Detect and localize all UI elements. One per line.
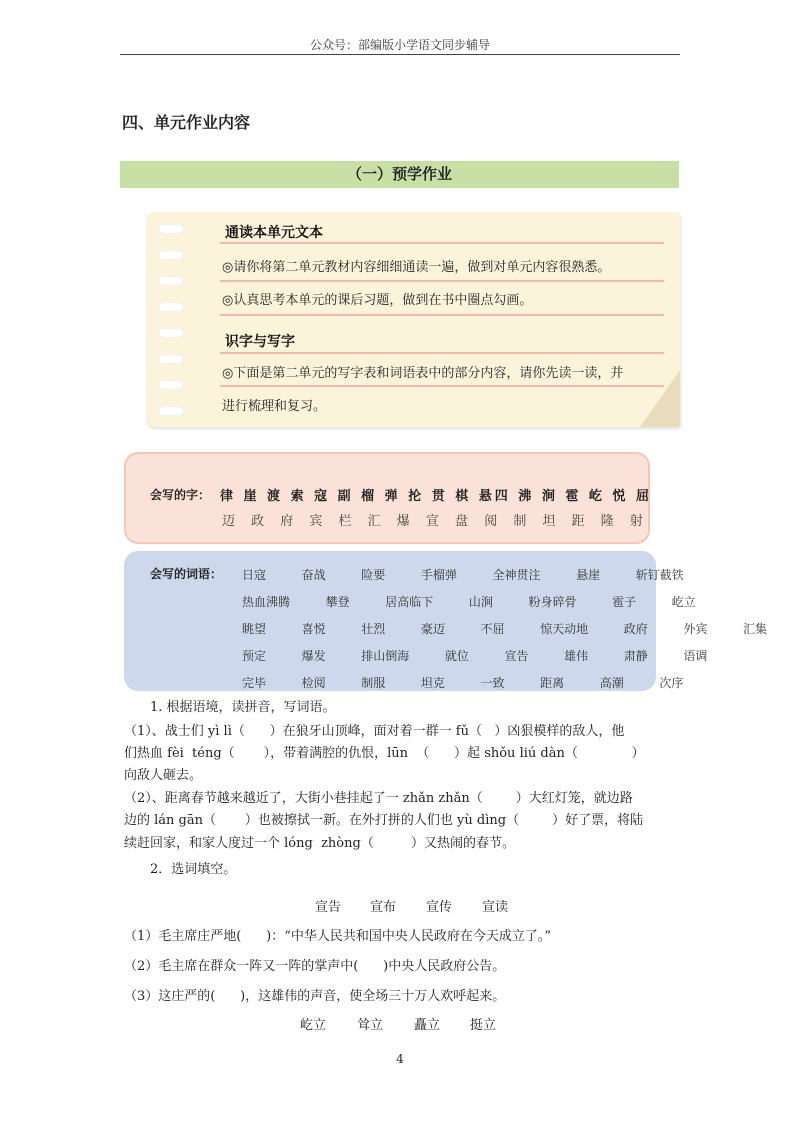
question-line: （1）、战士们 yì lì（ ）在狼牙山顶峰，面对着一群一 fǔ（ ）凶狠模样的敌人，他 [124, 724, 625, 739]
word-choice: 宣布 [370, 900, 397, 915]
paper-rule [220, 280, 664, 282]
binder-hole [158, 250, 184, 260]
paper-heading-read: 通读本单元文本 [225, 225, 323, 241]
question-line: 边的 lán gān（ ）也被擦拭一新。在外打拼的人们也 yù dìng（ ）好了票，将陆 [124, 813, 644, 828]
fill-blank-item: （3）这庄严的( )，这雄伟的声音，使全场三十万人欢呼起来。 [124, 989, 506, 1004]
write-words-label: 会写的词语： [150, 567, 223, 581]
words-row: 完毕 检阅 制服 坦克 一致 距离 高潮 次序 [242, 676, 684, 690]
write-chars-row: 迈 政 府 宾 栏 汇 爆 宣 盘 阅 制 坦 距 隆 射 [222, 514, 649, 529]
question-line: 向敌人砸去。 [124, 768, 203, 783]
binder-hole [158, 406, 184, 416]
paper-heading-write: 识字与写字 [225, 334, 295, 350]
binder-hole [158, 380, 184, 390]
page-number: 4 [396, 1052, 404, 1066]
question-2-title: 2．选词填空。 [150, 862, 237, 877]
question-line: 续赶回家，和家人度过一个 lóng zhòng（ ）又热闹的春节。 [124, 836, 516, 851]
binder-hole [158, 276, 184, 286]
page-header: 公众号：部编版小学语文同步辅导 [309, 38, 490, 52]
words-row: 热血沸腾 攀登 居高临下 山涧 粉身碎骨 雹子 屹立 [242, 595, 696, 609]
write-chars-label: 会写的字： [150, 488, 211, 502]
binder-hole [158, 224, 184, 234]
paper-rule [220, 352, 664, 354]
word-choice: 耸立 [357, 1018, 384, 1033]
prestudy-band [120, 161, 679, 188]
binder-hole [158, 302, 184, 312]
paper-text: ◎下面是第二单元的写字表和词语表中的部分内容，请你先读一读，并 [222, 366, 624, 381]
write-chars-row: 律 崖 渡 索 寇 副 榴 弹 抡 贯 棋 悬四 沸 涧 雹 屹 悦 屈 [220, 489, 652, 504]
question-line: 们热血 fèi téng（ ），带着满腔的仇恨，lūn （ ）起 shǒu liú dàn（ ） [124, 746, 645, 761]
word-choice: 挺立 [470, 1018, 497, 1033]
paper-text: ◎认真思考本单元的课后习题，做到在书中圈点勾画。 [222, 293, 533, 308]
fill-blank-item: （2）毛主席在群众一阵又一阵的掌声中( )中央人民政府公告。 [124, 959, 506, 974]
paper-text: 进行梳理和复习。 [222, 399, 327, 414]
words-row: 日寇 奋战 险要 手榴弹 全神贯注 悬崖 斩钉截铁 [242, 568, 684, 582]
header-divider [120, 54, 680, 55]
word-choice: 宣告 [315, 900, 342, 915]
words-row: 眺望 喜悦 壮烈 豪迈 不屈 惊天动地 政府 外宾 汇集 [242, 622, 768, 636]
section-title: 四、单元作业内容 [122, 113, 251, 132]
question-1-title: 1. 根据语境，读拼音，写词语。 [150, 700, 336, 715]
binder-hole [158, 328, 184, 338]
word-choice: 屹立 [300, 1018, 327, 1033]
paper-rule [220, 385, 664, 387]
band-title: （一）预学作业 [346, 165, 452, 183]
word-choice: 宣读 [482, 900, 509, 915]
paper-rule [220, 314, 664, 316]
fill-blank-item: （1）毛主席庄严地( )：“中华人民共和国中央人民政府在今天成立了。” [124, 929, 552, 944]
binder-hole [158, 354, 184, 364]
word-choice: 宣传 [426, 900, 453, 915]
paper-rule [220, 242, 664, 244]
word-choice: 矗立 [414, 1018, 441, 1033]
question-line: （2）、距离春节越来越近了，大街小巷挂起了一 zhǎn zhǎn（ ）大红灯笼，就边路 [124, 791, 633, 806]
paper-text: ◎请你将第二单元教材内容细细通读一遍，做到对单元内容很熟悉。 [222, 260, 611, 275]
words-row: 预定 爆发 排山倒海 就位 宣告 雄伟 肃静 语调 [242, 649, 708, 663]
